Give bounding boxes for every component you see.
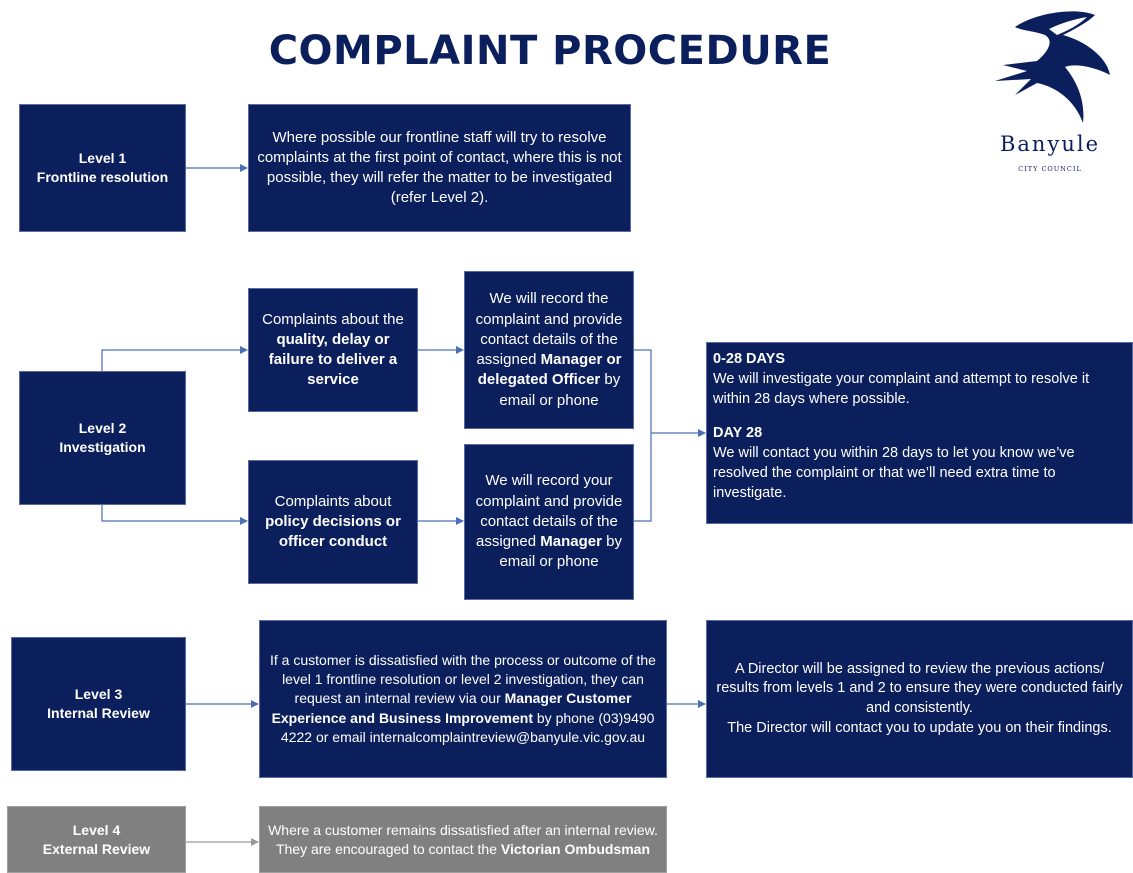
level3-post: by phone (03)9490 4222 or email internalcomplaintreview@banyule.vic.gov.au <box>280 709 655 745</box>
bracket <box>634 350 651 521</box>
level3-description-box <box>259 620 667 778</box>
outcome-heading-day28: DAY 28 <box>713 425 763 441</box>
level2-label: Level 2 <box>78 420 127 437</box>
outcome-text-28days: We will investigate your complaint and attempt to resolve it within 28 days where possible. <box>713 371 1090 407</box>
policy-complaint-pre: Complaints about <box>274 492 392 510</box>
level3-label: Level 3 <box>74 686 123 703</box>
level4-bold: Victorian Ombudsman <box>500 840 651 857</box>
logo-subtitle: CITY COUNCIL <box>1018 165 1082 173</box>
policy-complaint-box <box>248 460 418 584</box>
level1-description-box <box>248 104 631 232</box>
level4-description-box <box>259 806 667 873</box>
service-record-box <box>464 271 634 429</box>
level3-outcome-line1: A Director will be assigned to review the previous actions/ results from levels 1 and 2 to ensure they were conducted fairly and consistently. <box>716 660 1123 716</box>
service-complaint-box <box>248 288 418 412</box>
level1-description: Where possible our frontline staff will try to resolve complaints at the first point of contact, where this is not possible, they will refer the matter to be investigated (refer Level 2). <box>257 128 622 207</box>
level2-title: Investigation <box>59 439 146 455</box>
outcome-heading-28days: 0-28 DAYS <box>713 351 786 367</box>
level3-title: Internal Review <box>47 705 150 721</box>
level3-outcome-line2: The Director will contact you to update you on their findings. <box>727 719 1112 736</box>
level4-label: Level 4 <box>72 821 121 838</box>
level3-box <box>11 637 186 771</box>
level1-box <box>19 104 186 232</box>
service-complaint-bold: quality, delay or failure to deliver a service <box>268 330 398 389</box>
level4-pre: Where a customer remains dissatisfied after an internal review. They are encouraged to contact the <box>268 822 658 857</box>
level3-outcome-box <box>706 620 1133 778</box>
policy-record-box <box>464 444 634 600</box>
level4-box <box>7 806 186 873</box>
outcome-text-day28: We will contact you within 28 days to let you know we’ve resolved the complaint or that we’ll need extra time to investigate. <box>713 445 1075 501</box>
page-title: COMPLAINT PROCEDURE <box>268 28 832 74</box>
level2-box <box>19 371 186 505</box>
level1-title: Frontline resolution <box>36 169 169 185</box>
service-complaint-pre: Complaints about the <box>262 310 404 328</box>
level4-title: External Review <box>42 840 151 857</box>
service-record-post: by email or phone <box>499 371 621 409</box>
policy-record-pre: We will record your complaint and provide contact details of the assigned <box>475 472 623 551</box>
policy-record-post: by email or phone <box>499 533 622 571</box>
level3-pre: If a customer is dissatisfied with the process or outcome of the level 1 frontline resolution or level 2 investigation, they can request an internal review via our <box>270 652 656 707</box>
level2-outcome-box <box>706 342 1133 524</box>
arrow-l2-top <box>102 350 247 371</box>
service-record-bold: Manager or delegated Officer <box>477 351 622 389</box>
arrow-l2-bottom <box>102 505 247 521</box>
policy-record-bold: Manager <box>540 533 602 551</box>
level3-bold: Manager Customer Experience and Business Improvement <box>271 690 632 726</box>
logo-name: Banyule <box>999 132 1100 156</box>
service-record-pre: We will record the complaint and provide contact details of the assigned <box>475 290 623 368</box>
level1-label: Level 1 <box>78 150 127 167</box>
policy-complaint-bold: policy decisions or officer conduct <box>265 512 401 551</box>
